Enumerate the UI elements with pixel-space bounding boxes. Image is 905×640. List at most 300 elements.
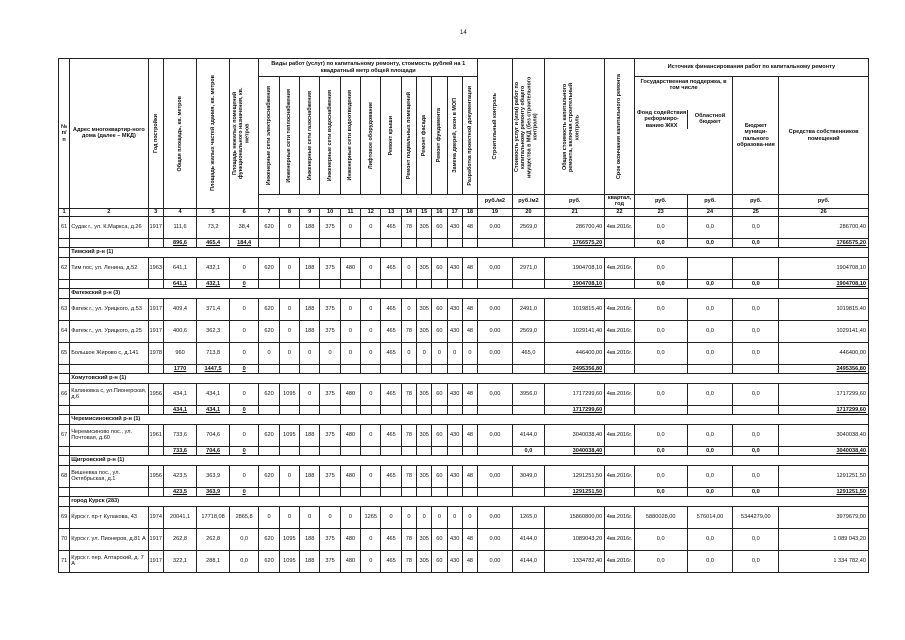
header-nonres-area: Площадь нежилых помещений функционального назначения, кв. метров: [229, 59, 259, 209]
district-label: город Курск (283): [70, 496, 869, 506]
table-cell: [478, 405, 513, 414]
table-cell: [687, 257, 733, 279]
table-cell: 305: [417, 424, 432, 446]
table-cell: 60: [432, 528, 447, 550]
table-cell: [59, 446, 70, 455]
column-number: 13: [381, 208, 401, 216]
table-cell: 0,00: [478, 550, 513, 572]
table-cell: 0,0: [634, 298, 687, 320]
table-cell: 0,0: [733, 279, 779, 288]
table-cell: 0,0: [634, 320, 687, 342]
table-cell: 0,0: [512, 446, 545, 455]
header-fund: Фонд содействия реформиро-ванию ЖКХ: [636, 109, 687, 129]
table-cell: 0: [447, 506, 462, 528]
table-cell: 0,0: [229, 528, 259, 550]
table-cell: 0,0: [687, 383, 733, 405]
table-cell: [605, 446, 635, 455]
district-row: [59, 414, 869, 424]
header-work-4: Инженерные сети водоснабжения: [320, 77, 340, 195]
table-cell: [148, 487, 163, 496]
table-cell: [259, 279, 279, 288]
table-cell: Судак г., ул. К.Маркса, д.26: [70, 216, 148, 238]
table-cell: [340, 364, 360, 373]
table-cell: 111,6: [163, 216, 197, 238]
table-cell: 0,00: [478, 257, 513, 279]
table-cell: 4кв.2016г.: [605, 550, 635, 572]
table-cell: 0: [229, 383, 259, 405]
table-cell: 423,5: [163, 465, 197, 487]
table-cell: 48: [462, 465, 477, 487]
table-cell: [279, 238, 299, 247]
table-cell: 188: [300, 528, 320, 550]
table-cell: 0: [361, 424, 381, 446]
column-number: 8: [279, 208, 299, 216]
table-cell: 3040038,40: [545, 424, 605, 446]
table-cell: 4кв.2016г.: [605, 383, 635, 405]
table-cell: [447, 487, 462, 496]
table-cell: 1089043,20: [545, 528, 605, 550]
table-row: [59, 528, 869, 550]
table-cell: 60: [432, 424, 447, 446]
table-cell: [417, 446, 432, 455]
table-cell: 4кв.2016г.: [605, 424, 635, 446]
table-cell: 620: [259, 424, 279, 446]
table-cell: 0,0: [687, 216, 733, 238]
table-row: [59, 424, 869, 446]
table-cell: [605, 279, 635, 288]
table-cell: 465: [381, 424, 401, 446]
column-number: 20: [512, 208, 545, 216]
table-cell: [605, 364, 635, 373]
unit-fund: руб.: [634, 195, 687, 209]
table-cell: 0,0: [687, 342, 733, 364]
table-cell: [320, 405, 340, 414]
table-cell: [300, 487, 320, 496]
table-cell: 0,0: [733, 550, 779, 572]
table-cell: 0,0: [733, 238, 779, 247]
table-cell: 704,6: [197, 424, 230, 446]
table-cell: [401, 279, 416, 288]
table-cell: 184,4: [229, 238, 259, 247]
table-cell: 1917: [148, 320, 163, 342]
subtotal-row: [59, 364, 869, 373]
table-cell: 363,9: [197, 487, 230, 496]
table-cell: 17718,08: [197, 506, 230, 528]
table-cell: 70: [59, 528, 70, 550]
table-cell: 3040038,40: [779, 424, 869, 446]
district-row: [59, 496, 869, 506]
table-cell: [340, 405, 360, 414]
table-cell: 48: [462, 550, 477, 572]
table-cell: [447, 238, 462, 247]
district-row: [59, 247, 869, 257]
table-cell: 0: [229, 342, 259, 364]
table-cell: 430: [447, 298, 462, 320]
table-cell: 641,1: [163, 279, 197, 288]
table-cell: Тим пос, ул. Ленина, д.52: [70, 257, 148, 279]
table-row: [59, 550, 869, 572]
table-cell: 4144,0: [512, 528, 545, 550]
table-cell: 0: [361, 383, 381, 405]
table-cell: 0,0: [634, 216, 687, 238]
table-cell: [687, 364, 733, 373]
header-work-12: Разработка проектной документации: [462, 77, 477, 195]
table-cell: 0,0: [634, 424, 687, 446]
table-cell: [259, 364, 279, 373]
table-cell: [59, 238, 70, 247]
table-cell: 0,00: [478, 342, 513, 364]
table-cell: [634, 405, 687, 414]
table-cell: 286700,40: [545, 216, 605, 238]
state-support-label: Государственная поддержка, в том числе: [640, 79, 727, 92]
table-cell: 188: [300, 465, 320, 487]
table-cell: 1 334 782,40: [779, 550, 869, 572]
district-row: [59, 373, 869, 383]
table-cell: 0: [361, 528, 381, 550]
district-cell-empty: [59, 455, 70, 465]
table-cell: [512, 279, 545, 288]
column-number: 4: [163, 208, 197, 216]
table-cell: [462, 238, 477, 247]
table-cell: 61: [59, 216, 70, 238]
table-cell: [432, 405, 447, 414]
header-owners: Средства собственников помещений: [779, 77, 869, 195]
table-cell: 0: [229, 465, 259, 487]
table-cell: 0: [229, 320, 259, 342]
table-cell: [70, 238, 148, 247]
header-work-10: Ремонт фундамента: [432, 77, 447, 195]
table-cell: 305: [417, 257, 432, 279]
table-cell: 375: [320, 528, 340, 550]
table-cell: 375: [320, 465, 340, 487]
table-cell: 0: [229, 424, 259, 446]
table-cell: 896,6: [163, 238, 197, 247]
table-cell: 0: [340, 298, 360, 320]
table-cell: 375: [320, 216, 340, 238]
table-cell: 0: [229, 279, 259, 288]
column-number: 3: [148, 208, 163, 216]
table-cell: 0: [279, 506, 299, 528]
table-cell: [462, 446, 477, 455]
district-label: Щигровский р-н (1): [70, 455, 869, 465]
table-cell: 305: [417, 216, 432, 238]
table-cell: 3049,0: [512, 465, 545, 487]
table-cell: 1265,0: [512, 506, 545, 528]
table-cell: 286700,40: [779, 216, 869, 238]
table-cell: [447, 446, 462, 455]
table-cell: 430: [447, 257, 462, 279]
table-cell: [361, 279, 381, 288]
table-cell: [432, 279, 447, 288]
table-cell: 1717299,60: [545, 405, 605, 414]
table-cell: [320, 446, 340, 455]
table-cell: [259, 238, 279, 247]
header-year: Год постройки: [148, 59, 163, 209]
table-cell: 4кв.2016г.: [605, 298, 635, 320]
table-cell: [462, 487, 477, 496]
table-cell: 188: [300, 298, 320, 320]
table-cell: 1265: [361, 506, 381, 528]
table-cell: Черемисиново пос., ул. Почтовая, д.60: [70, 424, 148, 446]
table-cell: 0,0: [687, 279, 733, 288]
page-number: 14: [460, 30, 467, 36]
district-cell-empty: [59, 247, 70, 257]
table-cell: 371,4: [197, 298, 230, 320]
table-cell: 0: [361, 298, 381, 320]
table-cell: [279, 446, 299, 455]
table-cell: 1961: [148, 424, 163, 446]
column-number: 22: [605, 208, 635, 216]
unit-municipal: руб.: [733, 195, 779, 209]
column-number: 19: [478, 208, 513, 216]
table-cell: 0: [279, 465, 299, 487]
subtotal-row: [59, 487, 869, 496]
header-works-group: Виды работ (услуг) по капитальному ремонту, стоимость рублей на 1 квадратный метр общей площади: [259, 59, 478, 77]
table-cell: 620: [259, 528, 279, 550]
table-cell: 0: [447, 342, 462, 364]
table-cell: 1974: [148, 506, 163, 528]
table-cell: [59, 364, 70, 373]
table-cell: 2569,0: [512, 320, 545, 342]
table-cell: Курск г. пер. Алтарский, д. 7 А: [70, 550, 148, 572]
table-cell: 4кв.2016г.: [605, 506, 635, 528]
district-label: Хомутовский р-н (1): [70, 373, 869, 383]
table-cell: 423,5: [163, 487, 197, 496]
table-cell: 576014,00: [687, 506, 733, 528]
table-row: [59, 506, 869, 528]
table-cell: 0: [279, 216, 299, 238]
table-cell: [478, 364, 513, 373]
table-cell: [478, 487, 513, 496]
table-cell: [59, 279, 70, 288]
table-cell: 0,0: [733, 298, 779, 320]
table-cell: 1904708,10: [545, 257, 605, 279]
table-cell: 446400,00: [545, 342, 605, 364]
table-cell: 0,0: [733, 487, 779, 496]
table-cell: 432,1: [197, 279, 230, 288]
table-cell: 0,0: [733, 528, 779, 550]
table-cell: 480: [340, 257, 360, 279]
table-cell: 5880028,00: [634, 506, 687, 528]
table-cell: 0,0: [733, 216, 779, 238]
table-cell: 0: [229, 446, 259, 455]
table-cell: [432, 364, 447, 373]
table-cell: 363,9: [197, 465, 230, 487]
table-cell: 1 089 043,20: [779, 528, 869, 550]
table-cell: 0,00: [478, 298, 513, 320]
table-cell: 1904708,10: [779, 257, 869, 279]
table-cell: 1770: [163, 364, 197, 373]
table-cell: 0: [229, 364, 259, 373]
table-cell: 0: [259, 506, 279, 528]
table-cell: 1904708,10: [545, 279, 605, 288]
table-cell: 1717299,60: [545, 383, 605, 405]
table-cell: [401, 238, 416, 247]
table-cell: 400,6: [163, 320, 197, 342]
table-cell: 322,1: [163, 550, 197, 572]
subtotal-row: [59, 446, 869, 455]
table-cell: [361, 405, 381, 414]
header-works-units: [259, 195, 478, 209]
table-cell: 1956: [148, 383, 163, 405]
table-cell: 0,0: [733, 342, 779, 364]
header-funding-group: Источник финансирования работ по капитальному ремонту: [634, 59, 868, 77]
table-cell: 465: [381, 465, 401, 487]
table-cell: 0: [361, 550, 381, 572]
table-cell: 0: [417, 506, 432, 528]
table-cell: 620: [259, 465, 279, 487]
table-cell: 362,3: [197, 320, 230, 342]
table-cell: 2865,8: [229, 506, 259, 528]
column-number: 17: [447, 208, 462, 216]
table-cell: 0: [361, 320, 381, 342]
table-cell: 733,6: [163, 446, 197, 455]
table-cell: 0: [320, 342, 340, 364]
table-cell: [279, 487, 299, 496]
table-cell: 48: [462, 320, 477, 342]
table-cell: 1917: [148, 298, 163, 320]
table-cell: 3956,0: [512, 383, 545, 405]
table-cell: [417, 279, 432, 288]
table-cell: 0,0: [687, 320, 733, 342]
district-label: Черемисиновский р-н (1): [70, 414, 869, 424]
table-cell: 446400,00: [779, 342, 869, 364]
header-work-8: Ремонт подвальных помещений: [401, 77, 416, 195]
table-cell: 432,1: [197, 257, 230, 279]
table-cell: 305: [417, 550, 432, 572]
table-cell: Фатеж г., ул. Урицкого, д.53: [70, 298, 148, 320]
table-cell: 480: [340, 383, 360, 405]
table-cell: 465,0: [512, 342, 545, 364]
header-living-area: Площадь жилых частей здания, кв. метров: [197, 59, 230, 209]
table-cell: [300, 364, 320, 373]
table-cell: 0: [259, 342, 279, 364]
table-cell: Вишневка пос., ул. Октябрьская, д.1: [70, 465, 148, 487]
table-cell: 60: [432, 257, 447, 279]
table-cell: 0: [229, 405, 259, 414]
table-cell: [401, 364, 416, 373]
table-cell: 465: [381, 550, 401, 572]
table-cell: 465,4: [197, 238, 230, 247]
district-label: Фатежский р-н (3): [70, 288, 869, 298]
table-cell: 1095: [279, 550, 299, 572]
table-cell: 1917: [148, 550, 163, 572]
table-row: [59, 383, 869, 405]
table-cell: [279, 364, 299, 373]
table-cell: 0: [300, 342, 320, 364]
table-cell: 60: [432, 383, 447, 405]
district-cell-empty: [59, 288, 70, 298]
header-no: № п/п: [59, 59, 70, 209]
header-work-11: Замена дверей, окон в МОП: [447, 77, 462, 195]
table-cell: [733, 405, 779, 414]
table-cell: 375: [320, 257, 340, 279]
table-cell: 0,0: [687, 550, 733, 572]
table-cell: 2491,0: [512, 298, 545, 320]
table-cell: 4кв.2016г.: [605, 465, 635, 487]
table-cell: 0: [279, 298, 299, 320]
header-work-6: Лифтовое оборудование: [361, 77, 381, 195]
table-cell: [447, 279, 462, 288]
table-cell: 1717299,60: [779, 405, 869, 414]
table-cell: 15860800,00: [545, 506, 605, 528]
table-body: [59, 208, 869, 572]
table-row: [59, 298, 869, 320]
table-cell: [59, 405, 70, 414]
table-cell: 0: [462, 506, 477, 528]
table-cell: 63: [59, 298, 70, 320]
table-cell: 188: [300, 320, 320, 342]
table-cell: 0: [361, 342, 381, 364]
table-cell: 465: [381, 342, 401, 364]
table-cell: 262,8: [197, 528, 230, 550]
table-cell: 0,0: [733, 320, 779, 342]
table-cell: 430: [447, 465, 462, 487]
table-cell: 0,0: [634, 487, 687, 496]
header-work-2: Инженерные сети теплоснабжения: [279, 77, 299, 195]
table-cell: 4144,0: [512, 550, 545, 572]
table-cell: 2569,0: [512, 216, 545, 238]
table-cell: [70, 364, 148, 373]
table-cell: [148, 238, 163, 247]
table-cell: 0: [340, 216, 360, 238]
table-cell: 375: [320, 320, 340, 342]
table-cell: 78: [401, 383, 416, 405]
table-cell: 0: [229, 487, 259, 496]
table-cell: [70, 487, 148, 496]
column-number: 12: [361, 208, 381, 216]
table-cell: 0: [340, 342, 360, 364]
header-total-area: Общая площадь, кв. метров: [163, 59, 197, 209]
table-cell: 0,0: [229, 550, 259, 572]
table-cell: 5344279,00: [733, 506, 779, 528]
table-cell: 71: [59, 550, 70, 572]
table-cell: 0: [381, 506, 401, 528]
table-cell: Фатеж г., ул. Урицкого, д.25: [70, 320, 148, 342]
table-cell: [259, 446, 279, 455]
table-cell: [259, 487, 279, 496]
table-cell: [417, 405, 432, 414]
table-cell: 48: [462, 424, 477, 446]
table-cell: 288,1: [197, 550, 230, 572]
table-cell: [417, 238, 432, 247]
table-cell: 0,0: [634, 238, 687, 247]
table-cell: [634, 364, 687, 373]
table-cell: 0: [300, 383, 320, 405]
table-cell: 0,0: [634, 465, 687, 487]
capital-repair-table: [58, 58, 869, 573]
table-cell: 48: [462, 298, 477, 320]
table-cell: 62: [59, 257, 70, 279]
table-cell: 713,8: [197, 342, 230, 364]
table-cell: 1291251,50: [545, 487, 605, 496]
table-cell: [478, 446, 513, 455]
table-cell: 0,00: [478, 506, 513, 528]
table-cell: 0,0: [687, 487, 733, 496]
table-cell: 0,0: [687, 465, 733, 487]
table-cell: 0,00: [478, 216, 513, 238]
table-cell: 0: [320, 506, 340, 528]
table-cell: 0: [279, 342, 299, 364]
table-cell: 4кв.2016г.: [605, 320, 635, 342]
capital-repair-table-container: [58, 58, 869, 573]
table-cell: 0: [432, 506, 447, 528]
table-cell: 305: [417, 298, 432, 320]
table-cell: 0,00: [478, 528, 513, 550]
column-number: 14: [401, 208, 416, 216]
column-number: 16: [432, 208, 447, 216]
table-cell: 64: [59, 320, 70, 342]
